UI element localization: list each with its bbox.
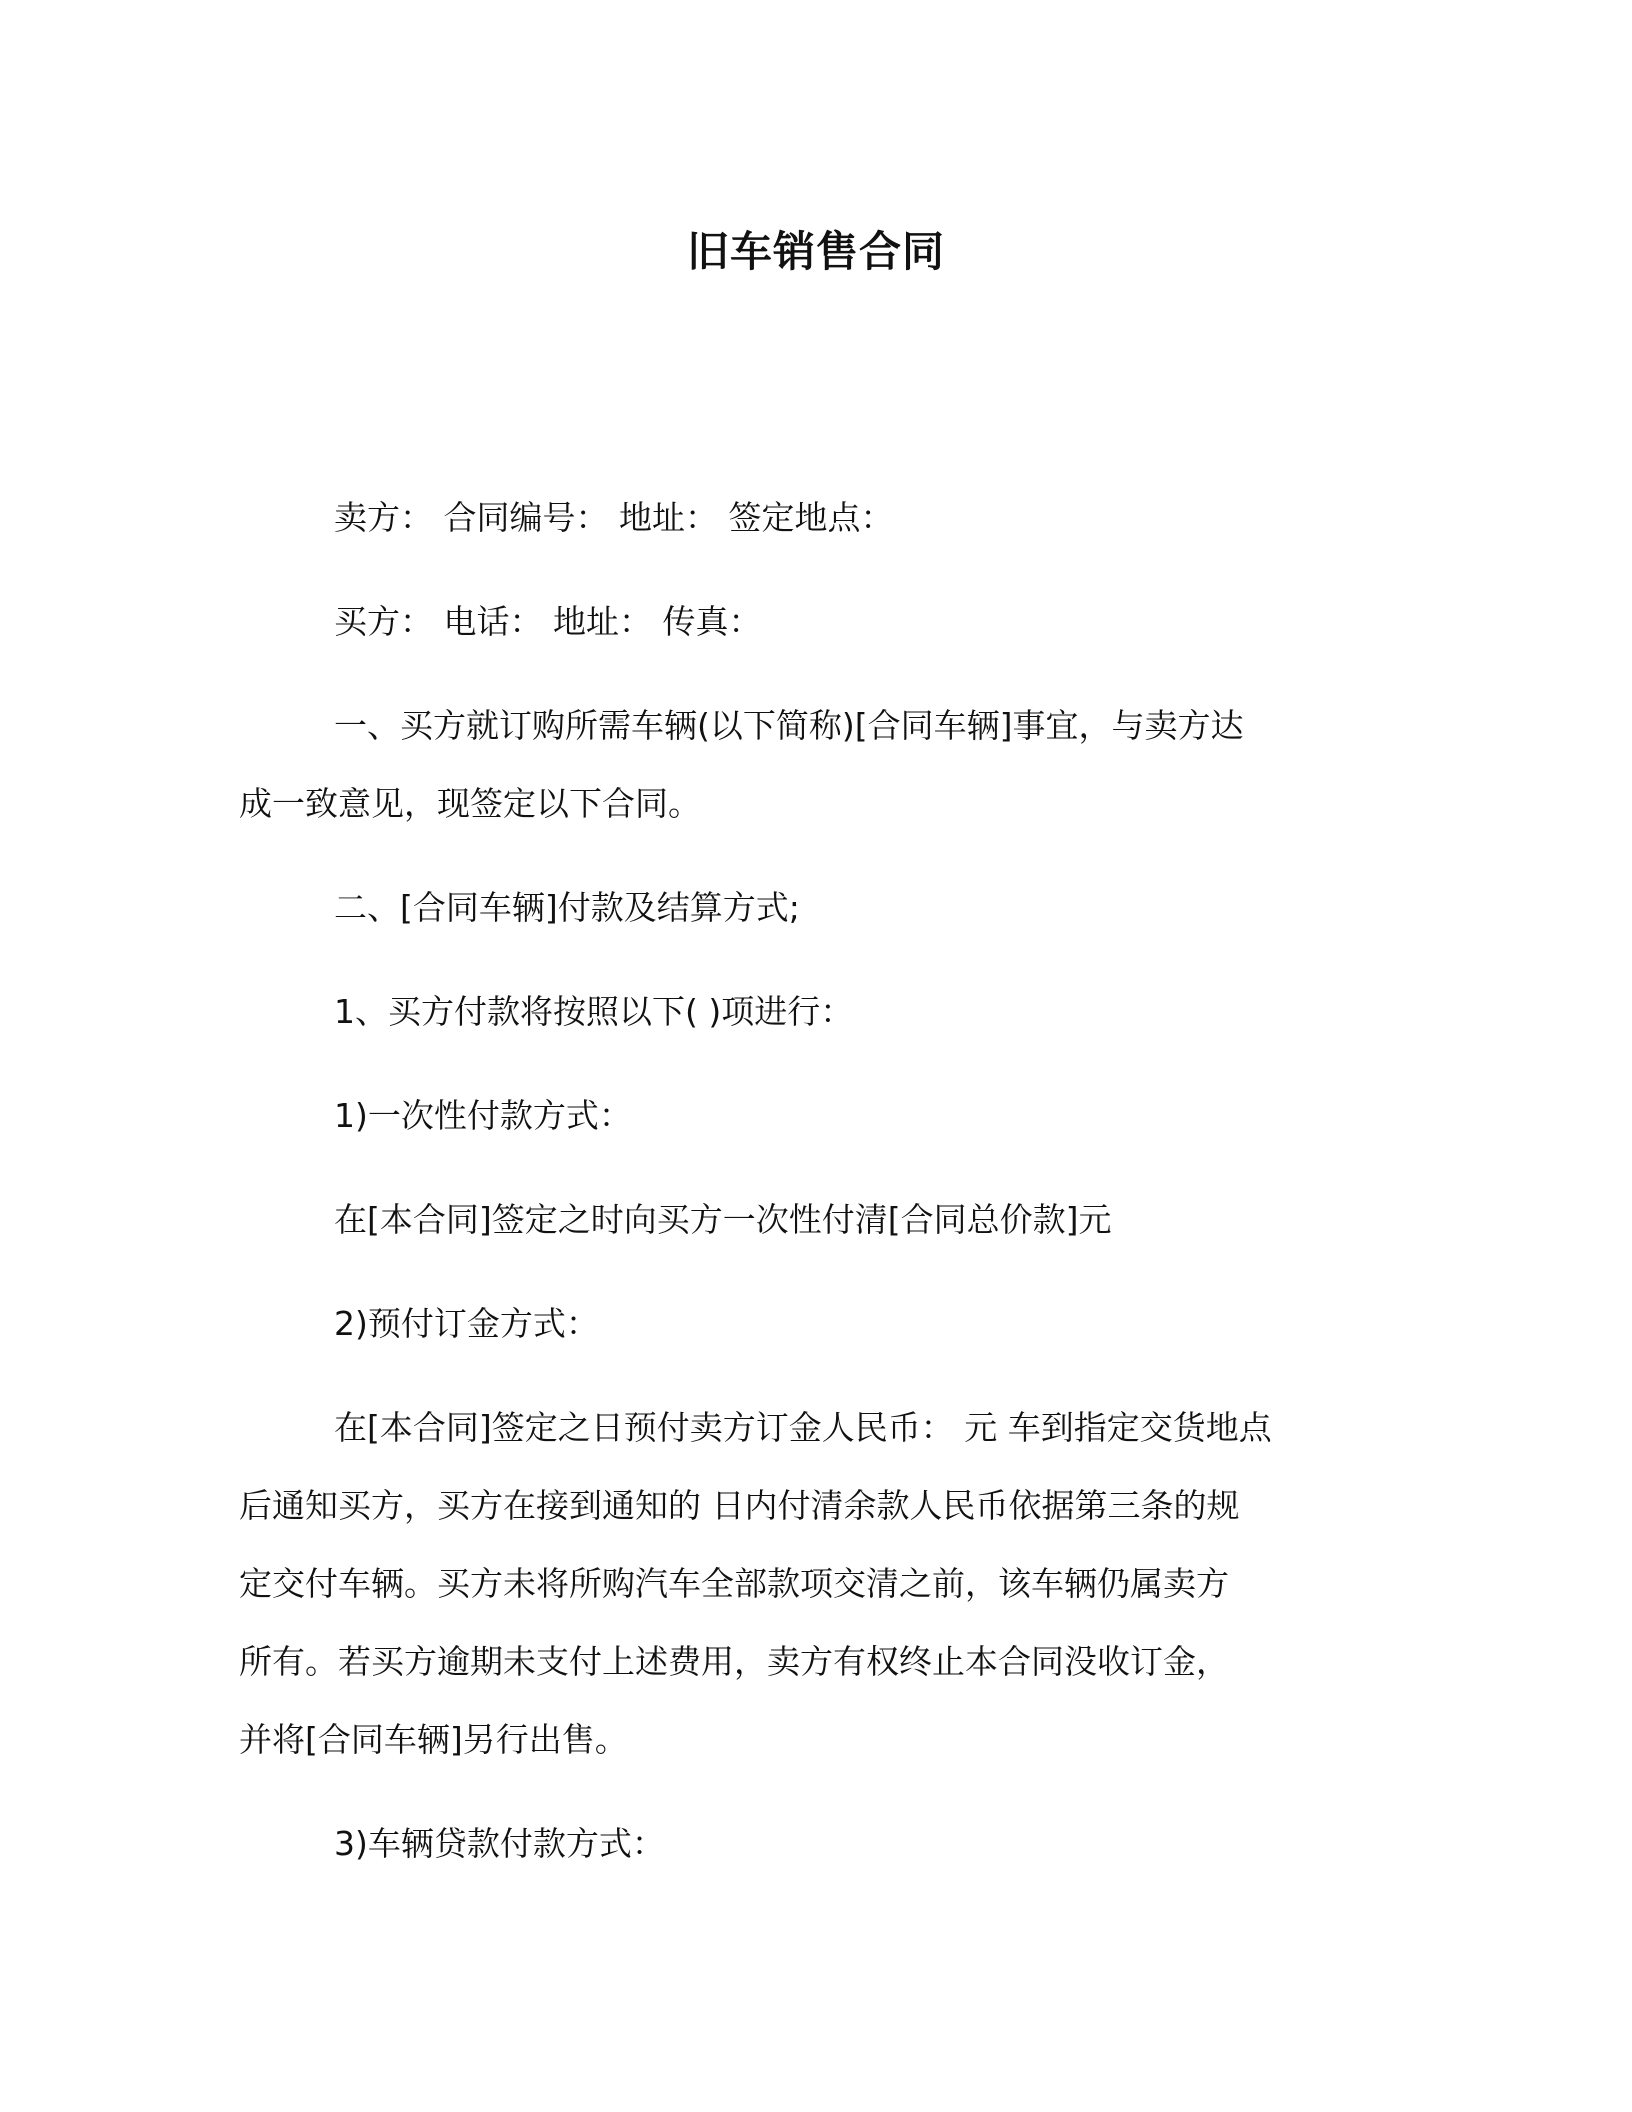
payment-option-2-line-5: 并将[合同车辆]另行出售。 xyxy=(239,1720,628,1759)
clause-2-item-1: 1、买方付款将按照以下( )项进行： xyxy=(334,992,854,1031)
payment-option-2-line-2: 后通知买方，买方在接到通知的 日内付清余款人民币依据第三条的规 xyxy=(239,1486,1240,1525)
buyer-info-line: 买方： 电话： 地址： 传真： xyxy=(334,602,762,641)
payment-option-2-line-4: 所有。若买方逾期未支付上述费用，卖方有权终止本合同没收订金， xyxy=(239,1642,1229,1681)
seller-info-line: 卖方： 合同编号： 地址： 签定地点： xyxy=(334,498,894,537)
payment-option-3-heading: 3)车辆贷款付款方式： xyxy=(334,1824,665,1863)
clause-2-heading: 二、[合同车辆]付款及结算方式; xyxy=(334,888,800,927)
clause-1-line-2: 成一致意见，现签定以下合同。 xyxy=(239,784,701,823)
payment-option-1-text: 在[本合同]签定之时向买方一次性付清[合同总价款]元 xyxy=(334,1200,1112,1239)
payment-option-1-heading: 1)一次性付款方式： xyxy=(334,1096,632,1135)
payment-option-2-line-3: 定交付车辆。买方未将所购汽车全部款项交清之前，该车辆仍属卖方 xyxy=(239,1564,1229,1603)
payment-option-2-heading: 2)预付订金方式： xyxy=(334,1304,599,1343)
payment-option-2-line-1: 在[本合同]签定之日预付卖方订金人民币： 元 车到指定交货地点 xyxy=(334,1408,1272,1447)
document-title: 旧车销售合同 xyxy=(686,227,945,276)
clause-1-line-1: 一、买方就订购所需车辆(以下简称)[合同车辆]事宜，与卖方达 xyxy=(334,706,1244,745)
